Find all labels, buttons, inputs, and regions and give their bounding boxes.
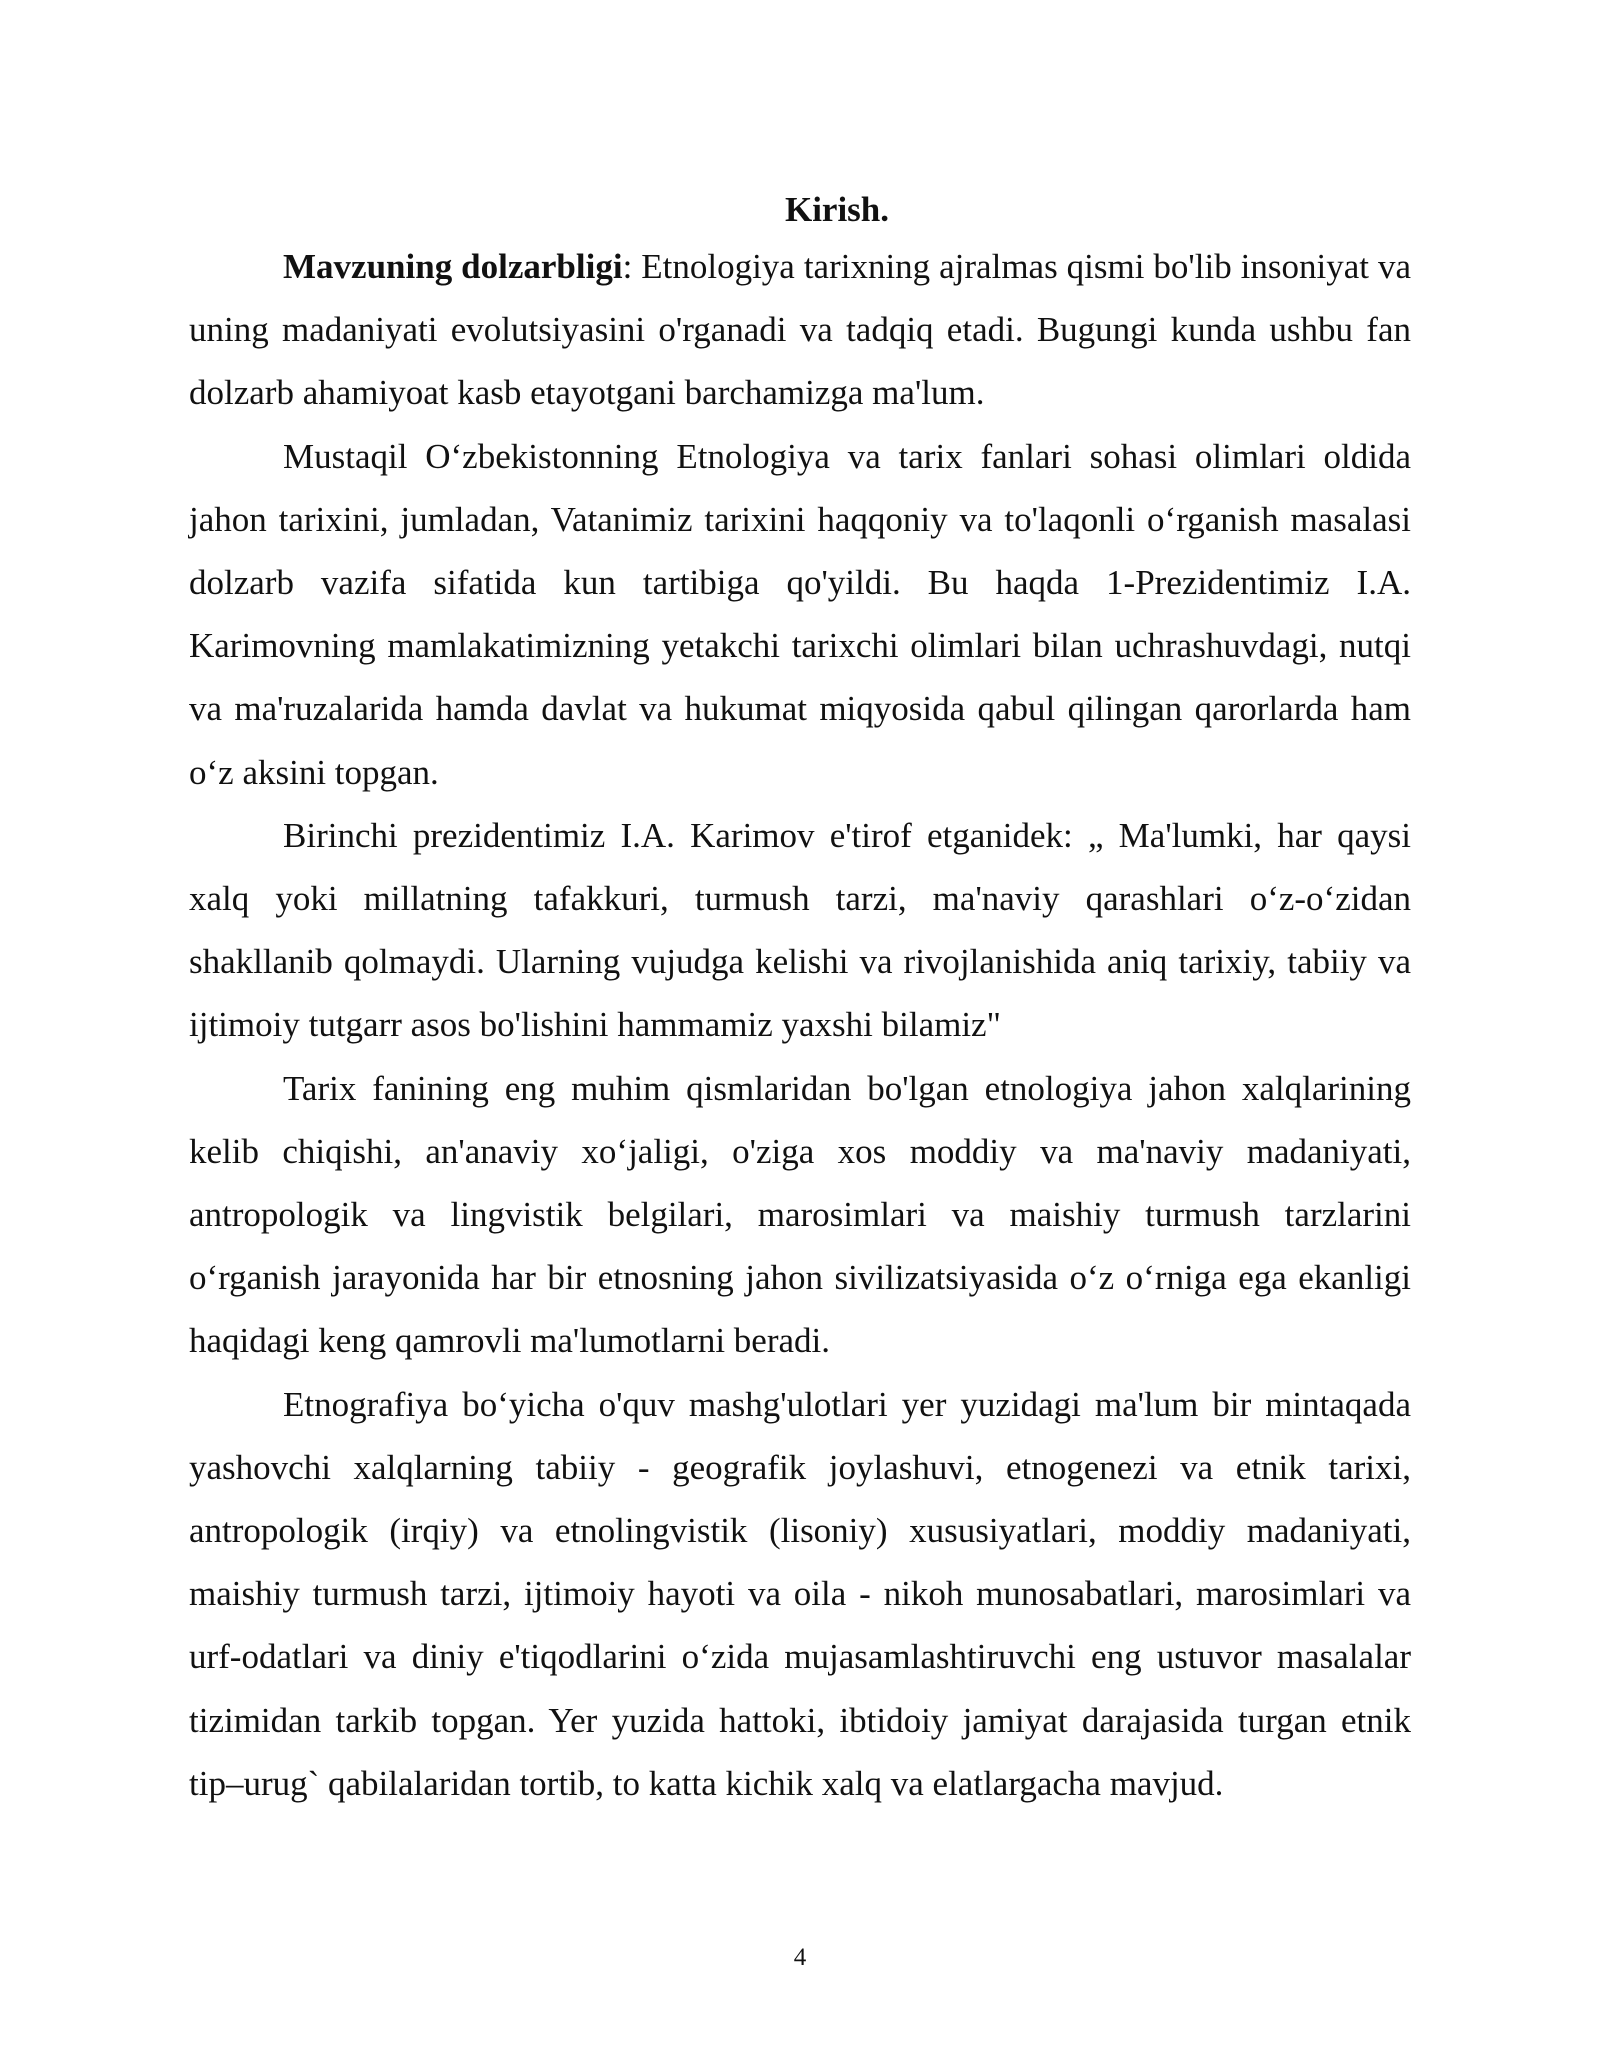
paragraph-lead-bold: Mavzuning dolzarbligi xyxy=(283,247,623,286)
paragraph-president-quote: Birinchi prezidentimiz I.A. Karimov e'tirof etganidek: „ Ma'lumki, har qaysi xalq yoki millatning tafakkuri, turmush tarzi, ma'naviy qarashlari o‘z-o‘zidan shakllanib qolmaydi. Ularning vujudga kelishi va rivojlanishida aniq tarixiy, tabiiy va ijtimoiy tutgarr asos bo'lishini hammamiz yaxshi bilamiz" xyxy=(189,815,1411,1045)
paragraph-uzbekistan-history: Mustaqil O‘zbekistonning Etnologiya va tarix fanlari sohasi olimlari oldida jahon tarixini, jumladan, Vatanimiz tarixini haqqoniy va to'laqonli o‘rganish masalasi dolzarb vazifa sifatida kun tartibiga qo'yildi. Bu haqda 1-Prezidentimiz I.A. Karimovning mamlakatimizning yetakchi tarixchi olimlari bilan uchrashuvdagi, nutqi va ma'ruzalarida hamda davlat va hukumat miqyosida qabul qilingan qarorlarda ham o‘z aksini topgan. xyxy=(189,436,1411,792)
paragraph-relevance xyxy=(189,235,1411,425)
paragraph-ethnography-studies: Etnografiya bo‘yicha o'quv mashg'ulotlari yer yuzidagi ma'lum bir mintaqada yashovchi xalqlarning tabiiy - geografik joylashuvi, etnogenezi va etnik tarixi, antropologik (irqiy) va etnolingvistik (lisoniy) xususiyatlari, moddiy madaniyati, maishiy turmush tarzi, ijtimoiy hayoti va oila - nikoh munosabatlari, marosimlari va urf-odatlari va diniy e'tiqodlarini o‘zida mujasamlashtiruvchi eng ustuvor masalalar tizimidan tarkib topgan. Yer yuzida hattoki, ibtidoiy jamiyat darajasida turgan etnik tip–urug` qabilalaridan tortib, to katta kichik xalq va elatlargacha mavjud. xyxy=(189,1384,1411,1803)
paragraph-ethnology-scope: Tarix fanining eng muhim qismlaridan bo'lgan etnologiya jahon xalqlarining kelib chiqishi, an'anaviy xo‘jaligi, o'ziga xos moddiy va ma'naviy madaniyati, antropologik va lingvistik belgilari, marosimlari va maishiy turmush tarzlarini o‘rganish jarayonida har bir etnosning jahon sivilizatsiyasida o‘z o‘rniga ega ekanligi haqidagi keng qamrovli ma'lumotlarni beradi. xyxy=(189,1068,1411,1361)
section-title: Kirish. xyxy=(784,190,890,229)
paragraph-text: : Etnologiya tarixning ajralmas qismi bo'lib insoniyat va uning madaniyati evolutsiyasini o'rganadi va tadqiq etadi. Bugungi kunda ushbu fan dolzarb ahamiyoat kasb etayotgani barchamizga ma'lum. xyxy=(189,247,1411,413)
document-page xyxy=(189,185,1411,1815)
page-number: 4 xyxy=(793,1944,807,1971)
